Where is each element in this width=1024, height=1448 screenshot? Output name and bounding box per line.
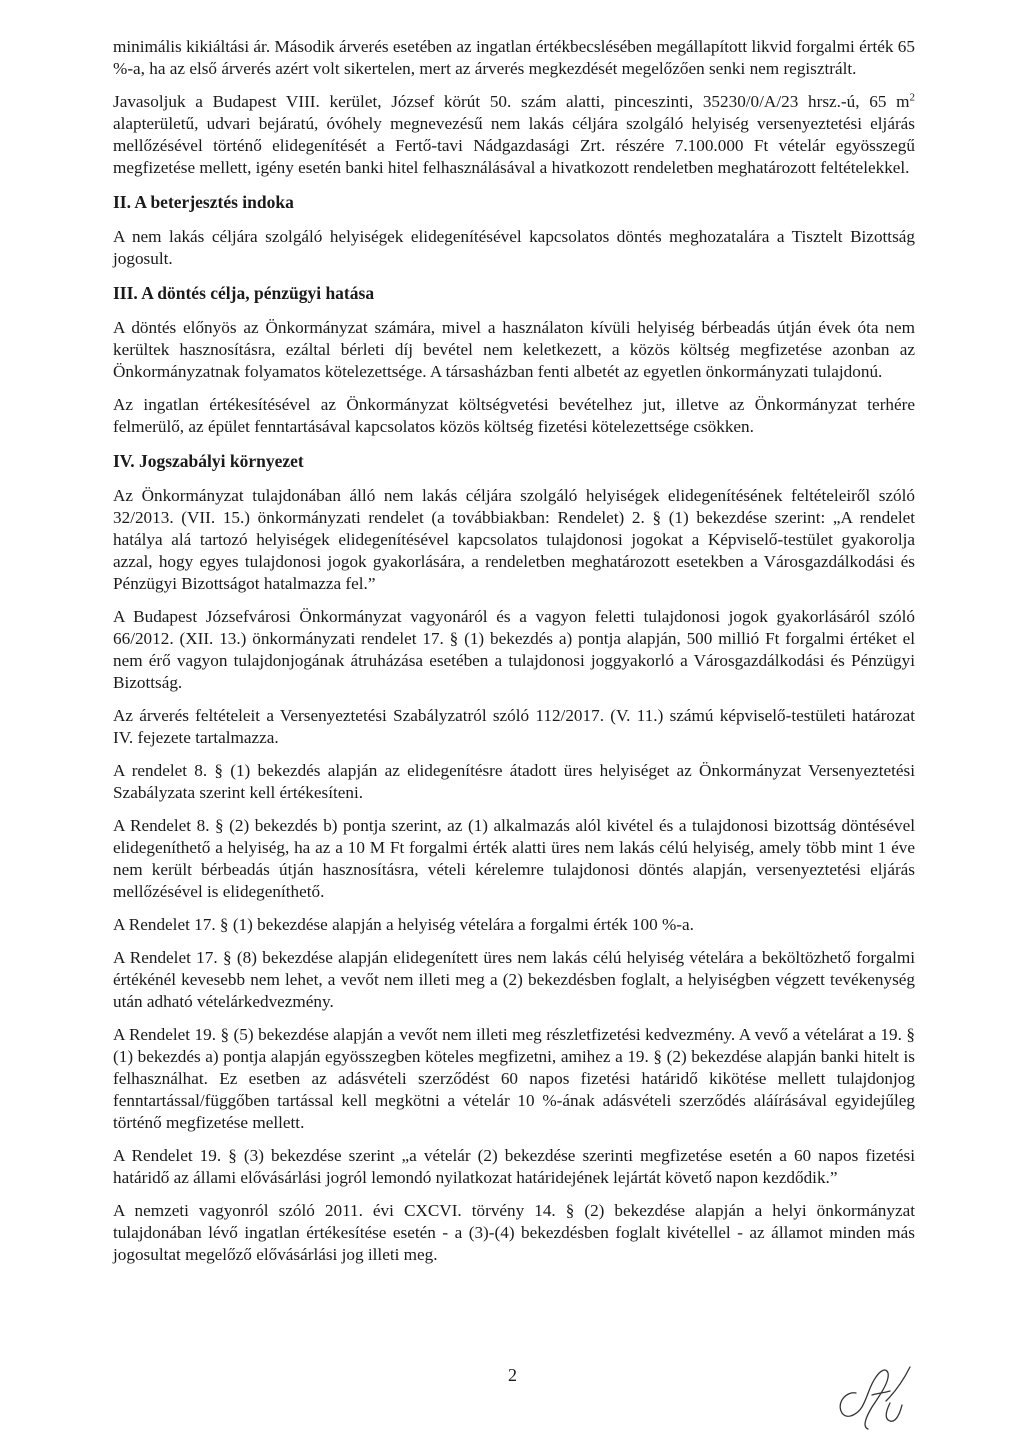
proposal-text-end: alapterületű, udvari bejáratú, óvóhely megnevezésű nem lakás céljára szolgáló helyiség versenyeztetési eljárás mellőzésével történő elidegenítését a Fertő-tavi Nádgazdasági Zrt. részére 7.100.000 Ft vételár egyösszegű megfizetése mellett, igény esetén banki hitel felhasználásával a hivatkozott rendeletben meghatározott feltételekkel. [113, 114, 915, 177]
proposal-text-start: Javasoljuk a Budapest VIII. kerület, József körút 50. szám alatti, pinceszinti, 35230/0/A/23 hrsz.-ú, 65 m [113, 92, 910, 111]
paragraph-decree-19-5: A Rendelet 19. § (5) bekezdése alapján a vevőt nem illeti meg részletfizetési kedvezmény. A vevő a vételárat a 19. § (1) bekezdés a) pontja alapján egyösszegben köteles megfizetni, amihez a 19. § (2) bekezdése alapján banki hitelt is felhasználhat. Ez esetben az adásvételi szerződést 60 napos fizetési határidő kikötése mellett tulajdonjog fenntartással/függőben tartással kell megkötni a vételár 10 %-ának adásvételi szerződés aláírásával egyidejűleg történő megfizetése mellett. [113, 1025, 915, 1132]
paragraph-decree-17-1: A Rendelet 17. § (1) bekezdése alapján a helyiség vételára a forgalmi érték 100 %-a. [113, 915, 694, 934]
paragraph-decree-17-8: A Rendelet 17. § (8) bekezdése alapján elidegenített üres nem lakás célú helyiség vételára a beköltözhető forgalmi értékénél kevesebb nem lehet, a vevőt nem illeti meg a (2) bekezdésben foglalt, a helyiségben végzett tevékenység után adható vételárkedvezmény. [113, 948, 915, 1011]
paragraph-decree-8-2: A Rendelet 8. § (2) bekezdés b) pontja szerint, az (1) alkalmazás alól kivétel és a tulajdonosi bizottság döntésével elidegeníthető a helyiség, ha az a 10 M Ft forgalmi érték alatti üres nem lakás célú helyiség, amely több mint 1 éve nem került bérbeadás útján hasznosításra, vételi kérelemre tulajdonosi döntés alapján, versenyeztetési eljárás mellőzésével is elidegeníthető. [113, 816, 915, 901]
paragraph-minimum-price: minimális kikiáltási ár. Második árverés esetében az ingatlan értékbecslésében megállapított likvid forgalmi érték 65 %-a, ha az első árverés azért volt sikertelen, mert az árverés megkezdését megelőzően senki nem regisztrált. [113, 37, 915, 78]
section-heading-justification: II. A beterjesztés indoka [113, 192, 294, 212]
paragraph-legal-decree-2: Az Önkormányzat tulajdonában álló nem lakás céljára szolgáló helyiségek elidegenítésének feltételeiről szóló 32/2013. (VII. 15.) önkormányzati rendelet (a továbbiakban: Rendelet) 2. § (1) bekezdése szerint: „A rendelet hatálya alá tartozó helyiségek elidegenítésével kapcsolatos tulajdonosi jogokat a Képviselő-testület gyakorolja azzal, hogy egyes tulajdonosi jogok gyakorlására, a rendeletben meghatározott esetekben a Városgazdálkodási és Pénzügyi Bizottságot hatalmazza fel.” [113, 486, 915, 593]
paragraph-proposal [113, 91, 915, 179]
section-heading-purpose: III. A döntés célja, pénzügyi hatása [113, 283, 375, 303]
square-meter-superscript: 2 [909, 91, 915, 104]
paragraph-purpose-revenue: Az ingatlan értékesítésével az Önkormányzat költségvetési bevételhez jut, illetve az Önkormányzat terhére felmerülő, az épület fenntartásával kapcsolatos közös költség fizetési kötelezettsége csökken. [113, 395, 915, 436]
paragraph-justification: A nem lakás céljára szolgáló helyiségek elidegenítésével kapcsolatos döntés meghozatalára a Tisztelt Bizottság jogosult. [113, 227, 915, 268]
handwritten-initials-signature [828, 1355, 918, 1437]
paragraph-legal-decree-17: A Budapest Józsefvárosi Önkormányzat vagyonáról és a vagyon feletti tulajdonosi jogok gyakorlásáról szóló 66/2012. (XII. 13.) önkormányzati rendelet 17. § (1) bekezdés a) pontja alapján, 500 millió Ft forgalmi értéket el nem érő vagyon tulajdonjogának átruházása esetében a tulajdonosi joggyakorló a Városgazdálkodási és Pénzügyi Bizottság. [113, 607, 915, 692]
paragraph-decree-19-3: A Rendelet 19. § (3) bekezdése szerint „a vételár (2) bekezdése szerinti megfizetése esetén a 60 napos fizetési határidő az állami elővásárlási jogról lemondó nyilatkozat határidejének lejártát követő napon kezdődik.” [113, 1146, 915, 1187]
paragraph-purpose-benefit: A döntés előnyös az Önkormányzat számára, mivel a használaton kívüli helyiség bérbeadás útján évek óta nem kerültek hasznosításra, ezáltal bérleti díj bevétel nem keletkezett, a közös költség megfizetése azonban az Önkormányzatnak folyamatos kötelezettsége. A társasházban fenti albetét az egyetlen önkormányzati tulajdonú. [113, 318, 915, 381]
section-heading-legal-environment: IV. Jogszabályi környezet [113, 451, 304, 471]
paragraph-auction-conditions: Az árverés feltételeit a Versenyeztetési Szabályzatról szóló 112/2017. (V. 11.) számú képviselő-testületi határozat IV. fejezete tartalmazza. [113, 706, 915, 747]
paragraph-decree-8-1: A rendelet 8. § (1) bekezdés alapján az elidegenítésre átadott üres helyiséget az Önkormányzat Versenyeztetési Szabályzata szerint kell értékesíteni. [113, 761, 915, 802]
paragraph-national-property-act: A nemzeti vagyonról szóló 2011. évi CXCVI. törvény 14. § (2) bekezdése alapján a helyi önkormányzat tulajdonában lévő ingatlan értékesítése esetén - a (3)-(4) bekezdésben foglalt kivétellel - az államot minden más jogosultat megelőző elővásárlási jog illeti meg. [113, 1201, 915, 1264]
page-number: 2 [508, 1365, 517, 1385]
document-body [113, 36, 915, 1277]
